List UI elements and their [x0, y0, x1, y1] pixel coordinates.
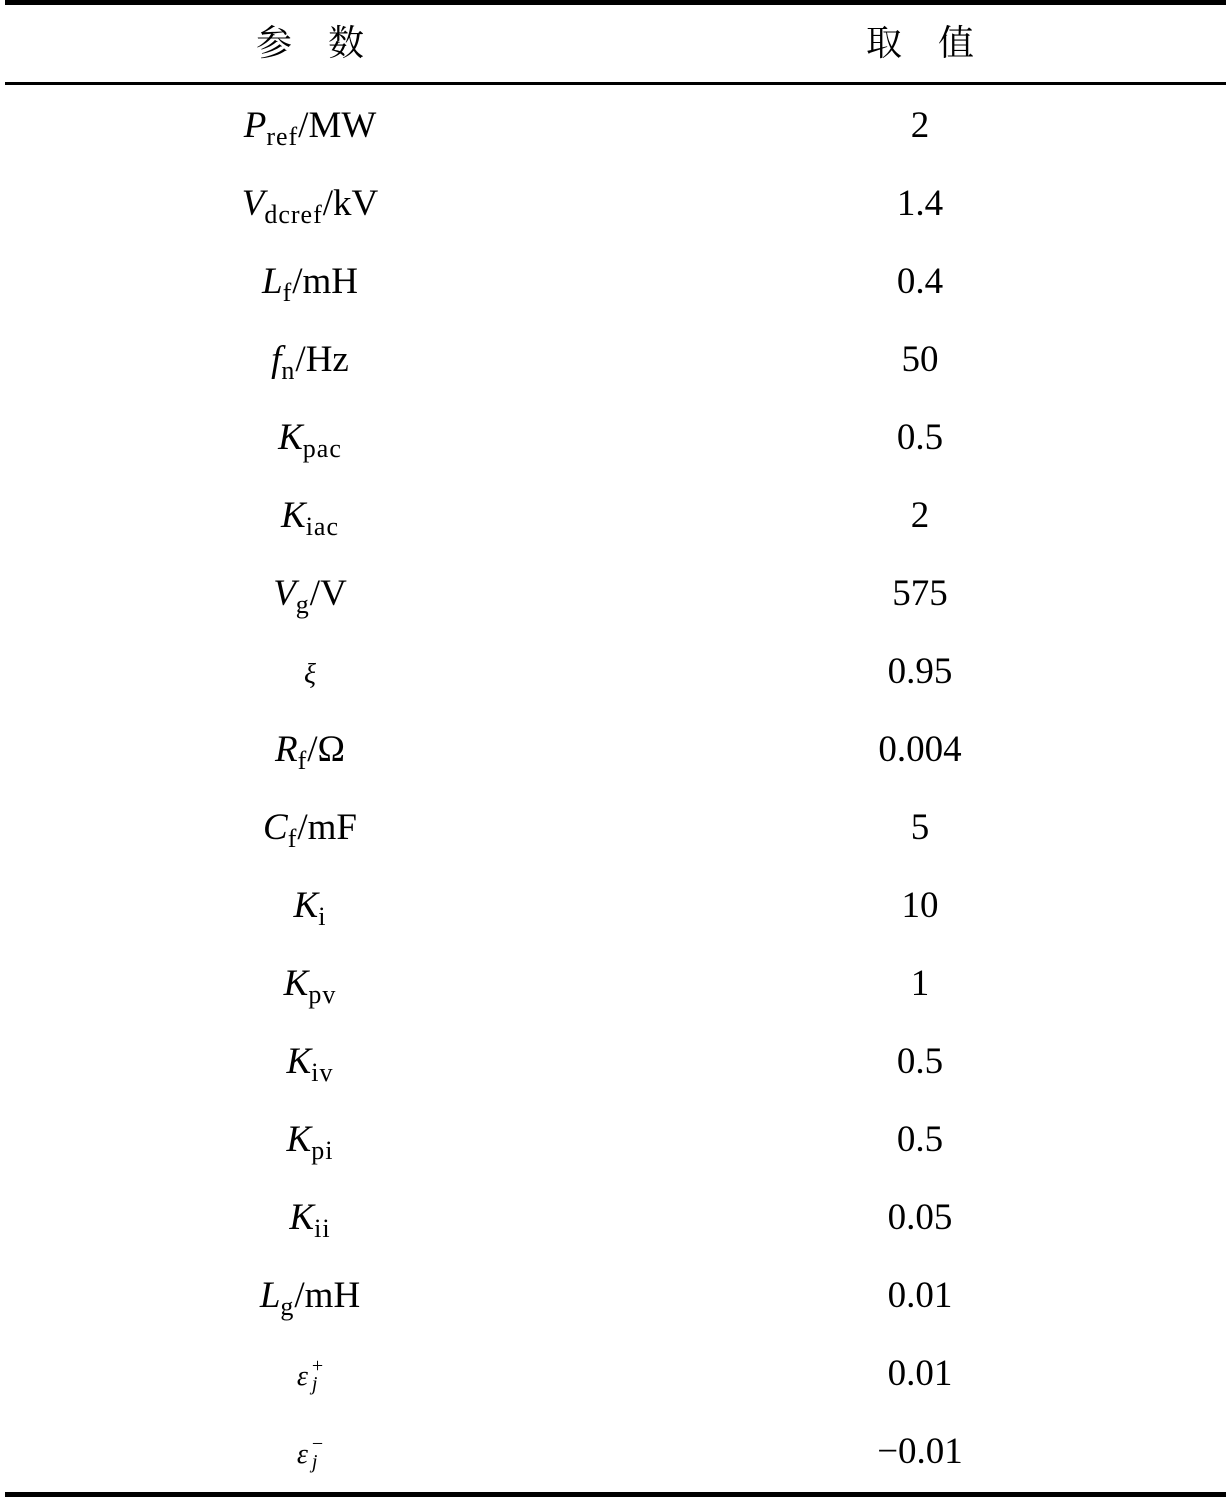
table-header-rule [5, 82, 1226, 85]
param-cell: $L_f/mH$ [261, 261, 359, 307]
value-cell: 0.004 [878, 729, 962, 770]
table-row [0, 1179, 1228, 1257]
table-row [0, 867, 1228, 945]
value-cell: 10 [901, 885, 939, 926]
table-row [0, 1101, 1228, 1179]
table-row [0, 789, 1228, 867]
table-row [0, 945, 1228, 1023]
table-row [0, 1257, 1228, 1335]
table-body [0, 87, 1228, 1491]
value-cell: 0.01 [887, 1275, 953, 1316]
value-cell: −0.01 [877, 1431, 963, 1472]
param-cell: $f_n/Hz$ [271, 339, 349, 385]
value-cell: 0.5 [896, 417, 944, 458]
param-cell: $P_{ref}/MW$ [243, 105, 377, 151]
table-row [0, 633, 1228, 711]
param-cell: $K_{ii}$ [289, 1197, 331, 1243]
table-row [0, 1023, 1228, 1101]
table-row [0, 711, 1228, 789]
value-cell: 0.95 [887, 651, 953, 692]
value-cell: 0.01 [887, 1353, 953, 1394]
value-cell: 2 [910, 105, 930, 146]
header-value: 取 值 [865, 23, 974, 64]
value-cell: 0.4 [896, 261, 944, 302]
value-cell: 0.05 [887, 1197, 953, 1238]
table-row [0, 165, 1228, 243]
param-cell: $K_{iac}$ [281, 495, 339, 541]
table-row [0, 87, 1228, 165]
table-bottom-rule [5, 1492, 1226, 1497]
value-cell: 1.4 [896, 183, 944, 224]
value-cell: 50 [901, 339, 939, 380]
param-cell: $R_f/\Omega$ [274, 729, 346, 775]
param-cell: $K_{iv}$ [286, 1041, 334, 1087]
param-cell: ξ [304, 659, 316, 690]
table-row [0, 399, 1228, 477]
value-cell: 1 [910, 963, 930, 1004]
table-row [0, 555, 1228, 633]
param-cell: $C_f/mF$ [263, 807, 357, 853]
param-cell: $K_{pv}$ [283, 963, 337, 1009]
param-cell: $K_{pi}$ [286, 1119, 334, 1165]
param-cell: ε + j [296, 1354, 324, 1395]
value-cell: 5 [910, 807, 930, 848]
table-row [0, 1335, 1228, 1413]
value-cell: 0.5 [896, 1119, 944, 1160]
value-cell: 2 [910, 495, 930, 536]
table-header [0, 0, 1228, 84]
param-cell: $K_i$ [293, 885, 327, 931]
table-row [0, 243, 1228, 321]
param-cell: ε − j [296, 1432, 324, 1473]
param-cell: $L_g/mH$ [259, 1275, 361, 1321]
header-param: 参 数 [255, 23, 364, 64]
param-cell: $V_{dcref}/kV$ [241, 183, 379, 229]
value-cell: 0.5 [896, 1041, 944, 1082]
value-cell: 575 [892, 573, 948, 614]
param-cell: $V_g/V$ [273, 573, 347, 619]
table-row [0, 321, 1228, 399]
table-row [0, 477, 1228, 555]
param-cell: $K_{pac}$ [278, 417, 342, 463]
table-row [0, 1413, 1228, 1491]
